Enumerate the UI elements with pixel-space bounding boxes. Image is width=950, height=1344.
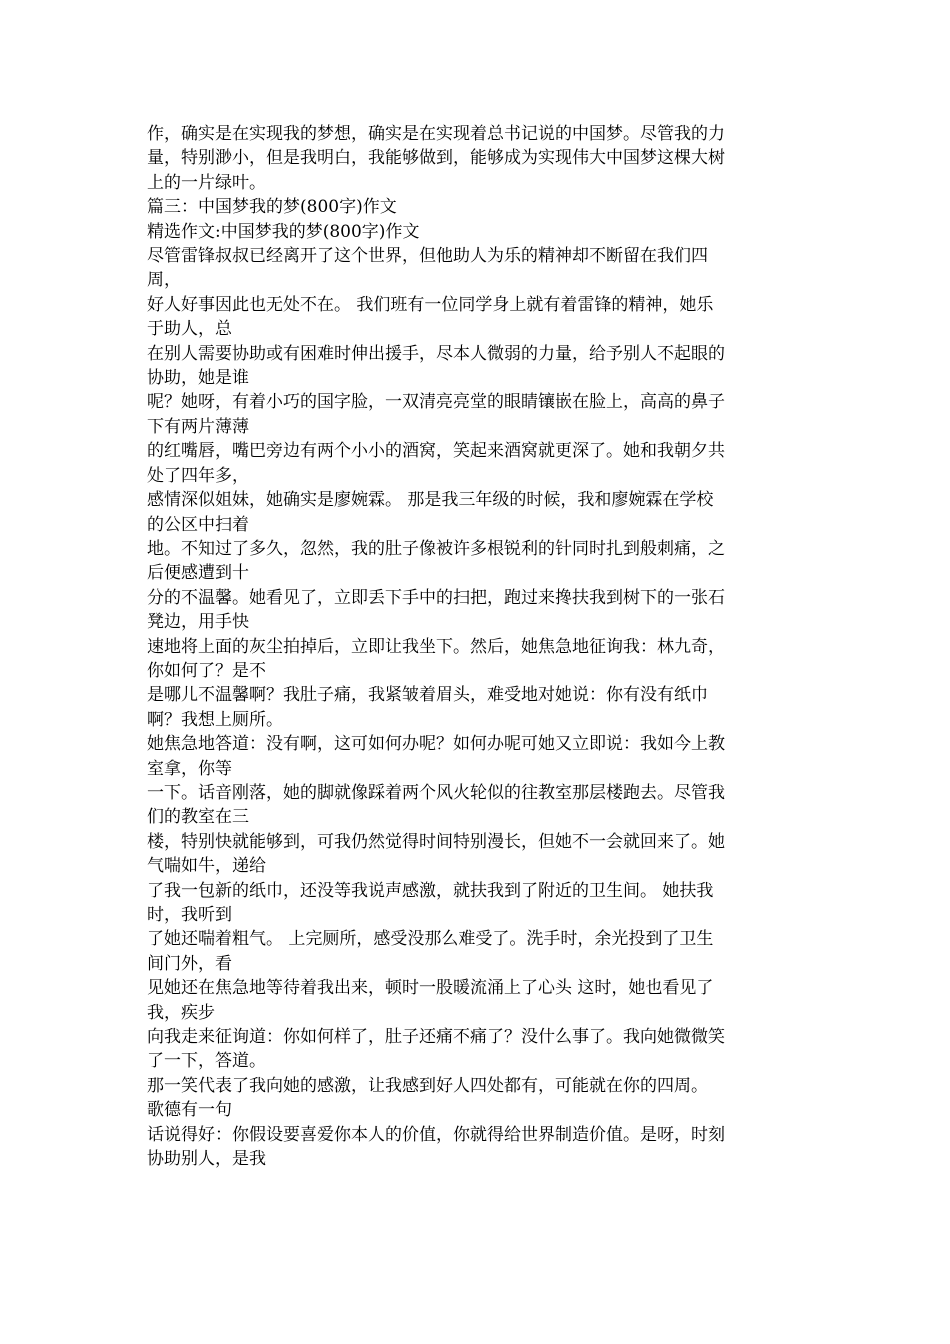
text-line: 好人好事因此也无处不在。 我们班有一位同学身上就有着雷锋的精神，她乐	[147, 294, 714, 315]
text-line: 那一笑代表了我向她的感激，让我感到好人四处都有，可能就在你的四周。	[147, 1075, 708, 1096]
text-line: 见她还在焦急地等待着我出来，顿时一股暖流涌上了心头 这时，她也看见了	[147, 978, 714, 999]
text-line: 速地将上面的灰尘拍掉后，立即让我坐下。然后，她焦急地征询我：林九奇，	[147, 636, 725, 657]
text-line: 向我走来征询道：你如何样了，肚子还痛不痛了？没什么事了。我向她微微笑	[147, 1027, 725, 1048]
text-line: 们的教室在三	[147, 807, 249, 828]
text-line: 协助别人，是我	[147, 1149, 266, 1170]
text-line: 她焦急地答道：没有啊，这可如何办呢？如何办呢可她又立即说：我如今上教	[147, 734, 725, 755]
text-line: 在别人需要协助或有困难时伸出援手，尽本人微弱的力量，给予别人不起眼的	[147, 343, 725, 364]
essay-title: 精选作文:中国梦我的梦(800字)作文	[147, 221, 420, 242]
text-line: 楼，特别快就能够到，可我仍然觉得时间特别漫长，但她不一会就回来了。她	[147, 831, 725, 852]
text-line: 量，特别渺小，但是我明白，我能够做到，能够成为实现伟大中国梦这棵大树	[147, 148, 725, 169]
text-line: 是哪儿不温馨啊？我肚子痛，我紧皱着眉头，难受地对她说：你有没有纸巾	[147, 685, 708, 706]
text-line: 后便感遭到十	[147, 563, 249, 584]
text-line: 话说得好：你假设要喜爱你本人的价值，你就得给世界制造价值。是呀，时刻	[147, 1124, 725, 1145]
text-line: 分的不温馨。她看见了，立即丢下手中的扫把，跑过来搀扶我到树下的一张石	[147, 587, 725, 608]
text-line: 地。不知过了多久，忽然，我的肚子像被许多根锐利的针同时扎到般刺痛，之	[147, 538, 725, 559]
text-line: 室拿，你等	[147, 758, 232, 779]
text-line: 于助人，总	[147, 319, 232, 340]
text-line: 间门外，看	[147, 953, 232, 974]
text-line: 的公区中扫着	[147, 514, 249, 535]
text-line: 处了四年多，	[147, 465, 249, 486]
essay-text	[147, 122, 807, 1171]
text-line: 周，	[147, 270, 181, 291]
text-line: 啊？我想上厕所。	[147, 709, 283, 730]
text-line: 时，我听到	[147, 905, 232, 925]
text-line: 协助，她是谁	[147, 368, 249, 389]
text-line: 一下。话音刚落，她的脚就像踩着两个风火轮似的往教室那层楼跑去。尽管我	[147, 782, 725, 803]
text-line: 下有两片薄薄	[147, 416, 249, 437]
text-line: 你如何了？是不	[147, 660, 266, 681]
text-line: 我，疾步	[147, 1002, 215, 1023]
text-line: 凳边，用手快	[147, 612, 249, 633]
section-heading: 篇三：中国梦我的梦(800字)作文	[147, 197, 397, 218]
text-line: 了一下，答道。	[147, 1051, 266, 1072]
text-line: 尽管雷锋叔叔已经离开了这个世界，但他助人为乐的精神却不断留在我们四	[147, 246, 708, 267]
text-line: 歌德有一句	[147, 1100, 232, 1121]
text-line: 了我一包新的纸巾，还没等我说声感激，就扶我到了附近的卫生间。 她扶我	[147, 880, 714, 901]
text-line: 的红嘴唇，嘴巴旁边有两个小小的酒窝，笑起来酒窝就更深了。她和我朝夕共	[147, 441, 725, 462]
text-line: 气喘如牛，递给	[147, 856, 266, 877]
text-line: 感情深似姐妹，她确实是廖婉霖。 那是我三年级的时候，我和廖婉霖在学校	[147, 490, 714, 511]
text-line: 呢？她呀，有着小巧的国字脸，一双清亮亮堂的眼睛镶嵌在脸上，高高的鼻子	[147, 392, 725, 413]
text-line: 作，确实是在实现我的梦想，确实是在实现着总书记说的中国梦。尽管我的力	[147, 124, 725, 144]
text-line: 上的一片绿叶。	[147, 172, 266, 193]
text-line: 了她还喘着粗气。 上完厕所，感受没那么难受了。洗手时，余光投到了卫生	[147, 929, 714, 950]
